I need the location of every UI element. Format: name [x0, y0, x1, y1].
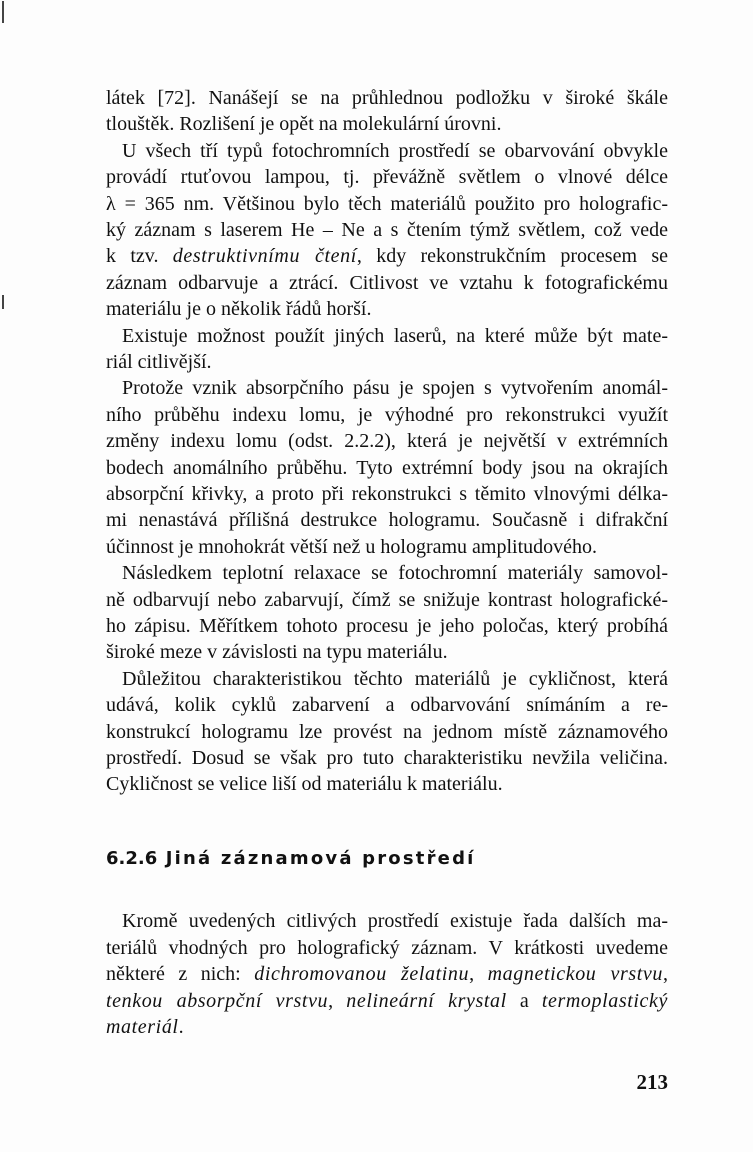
text-run: prostředí. Dosud se však pro tuto charakteristiku nevžila veličina.: [106, 747, 668, 769]
text-line: [106, 639, 668, 665]
text-line: [106, 402, 668, 428]
text-run: Následkem teplotní relaxace se fotochromní materiály samovol-: [122, 562, 668, 585]
text-run: látek [72]. Nanášejí se na průhlednou podložku v široké škále: [106, 87, 668, 109]
text-run: Protože vznik absorpčního pásu je spojen s vytvořením anomál-: [122, 377, 668, 400]
text-run: tlouštěk. Rozlišení je opět na molekulární úrovni.: [106, 113, 502, 136]
text-line: [106, 719, 668, 745]
text-line: [106, 481, 668, 507]
scan-edge-mark: [2, 1, 4, 23]
text-run: .: [178, 1016, 184, 1039]
text-run: ,: [663, 963, 669, 986]
text-line: [106, 296, 668, 322]
text-line: [106, 745, 668, 771]
text-line: [106, 1014, 668, 1040]
text-run: některé z nich:: [106, 963, 255, 986]
text-run: záznam odbarvuje a ztrácí. Citlivost ve vztahu k fotografickému: [106, 271, 668, 294]
text-run: ,: [328, 989, 347, 1012]
section-heading: [106, 848, 476, 869]
text-run: účinnost je mnohokrát větší než u hologramu amplitudového.: [106, 535, 598, 558]
text-line: [106, 349, 668, 375]
section-title: Jiná záznamová prostředí: [165, 848, 476, 869]
italic-text: destruktivnímu čtení: [172, 245, 357, 268]
text-line: [106, 164, 668, 190]
text-line: [106, 270, 668, 296]
text-line: [122, 375, 668, 401]
italic-text: materiál: [106, 1016, 179, 1039]
text-line: [106, 111, 668, 137]
text-run: k tzv.: [106, 245, 173, 268]
text-run: provádí rtuťovou lampou, tj. převážně světlem o vlnové délce: [106, 166, 668, 189]
text-run: teriálů vhodných pro holografický záznam. V krátkosti uvedeme: [106, 936, 668, 959]
text-run: U všech tří typů fotochromních prostředí se obarvování obvykle: [122, 139, 668, 162]
text-run: ně odbarvují nebo zabarvují, čímž se snižuje kontrast holografické-: [106, 588, 668, 611]
text-run: λ = 365 nm. Většinou bylo těch materiálů použito pro holografic-: [106, 192, 668, 215]
text-line: [122, 560, 668, 586]
text-run: ho zápisu. Měřítkem tohoto procesu je jeho poločas, který probíhá: [106, 615, 668, 637]
text-run: Existuje možnost použít jiných laserů, na které může být mate-: [122, 324, 668, 347]
text-run: ký záznam s laserem He – Ne a s čtením týmž světlem, což vede: [106, 219, 668, 241]
text-line: [122, 138, 668, 164]
italic-text: termoplastický: [541, 989, 668, 1012]
text-run: změny indexu lomu (odst. 2.2.2), která je největší v extrémních: [106, 430, 668, 453]
text-run: konstrukcí hologramu lze provést na jednom místě záznamového: [106, 720, 668, 743]
text-run: Důležitou charakteristikou těchto materiálů je cykličnost, která: [122, 667, 668, 690]
italic-text: magnetickou vrstvu: [487, 963, 664, 986]
italic-text: dichromovanou želatinu: [254, 963, 470, 986]
text-line: [106, 428, 668, 454]
text-line: [106, 771, 668, 797]
text-line: [106, 455, 668, 481]
text-run: široké meze v závislosti na typu materiálu.: [106, 641, 448, 664]
text-line: [106, 587, 668, 613]
italic-text: tenkou absorpční vrstvu: [106, 989, 329, 1012]
text-run: materiálu je o několik řádů horší.: [106, 298, 372, 321]
text-line: [106, 191, 668, 217]
section-number: 6.2.6: [106, 848, 158, 869]
text-line: [106, 935, 668, 961]
text-line: [106, 534, 668, 560]
text-run: ního průběhu indexu lomu, je výhodné pro rekonstrukci využít: [106, 403, 668, 426]
scan-edge-mark: [2, 295, 4, 309]
text-run: Kromě uvedených citlivých prostředí existuje řada dalších ma-: [122, 910, 668, 932]
text-run: ,: [469, 963, 488, 986]
text-line: [106, 961, 668, 987]
page-number: 213: [636, 1070, 668, 1094]
text-line: [106, 613, 668, 639]
text-run: riál citlivější.: [106, 351, 212, 373]
text-run: Cykličnost se velice liší od materiálu k materiálu.: [106, 773, 503, 796]
text-run: mi nenastává přílišná destrukce hologramu. Současně i difrakční: [106, 509, 668, 532]
text-run: absorpční křivky, a proto při rekonstrukci s těmito vlnovými délka-: [106, 483, 668, 505]
italic-text: nelineární krystal: [346, 989, 507, 1012]
text-line: [106, 692, 668, 718]
text-run: udává, kolik cyklů zabarvení a odbarvování snímáním a re-: [106, 694, 668, 717]
text-line: [106, 243, 668, 269]
text-line: [106, 85, 668, 111]
text-line: [122, 908, 668, 934]
text-run: , kdy rekonstrukčním procesem se: [356, 245, 668, 268]
text-line: [106, 988, 668, 1014]
text-line: [106, 217, 668, 243]
text-run: a: [506, 989, 542, 1012]
text-line: [122, 666, 668, 692]
text-line: [122, 323, 668, 349]
text-run: bodech anomálního průběhu. Tyto extrémní body jsou na okrajích: [106, 456, 668, 479]
text-line: [106, 507, 668, 533]
